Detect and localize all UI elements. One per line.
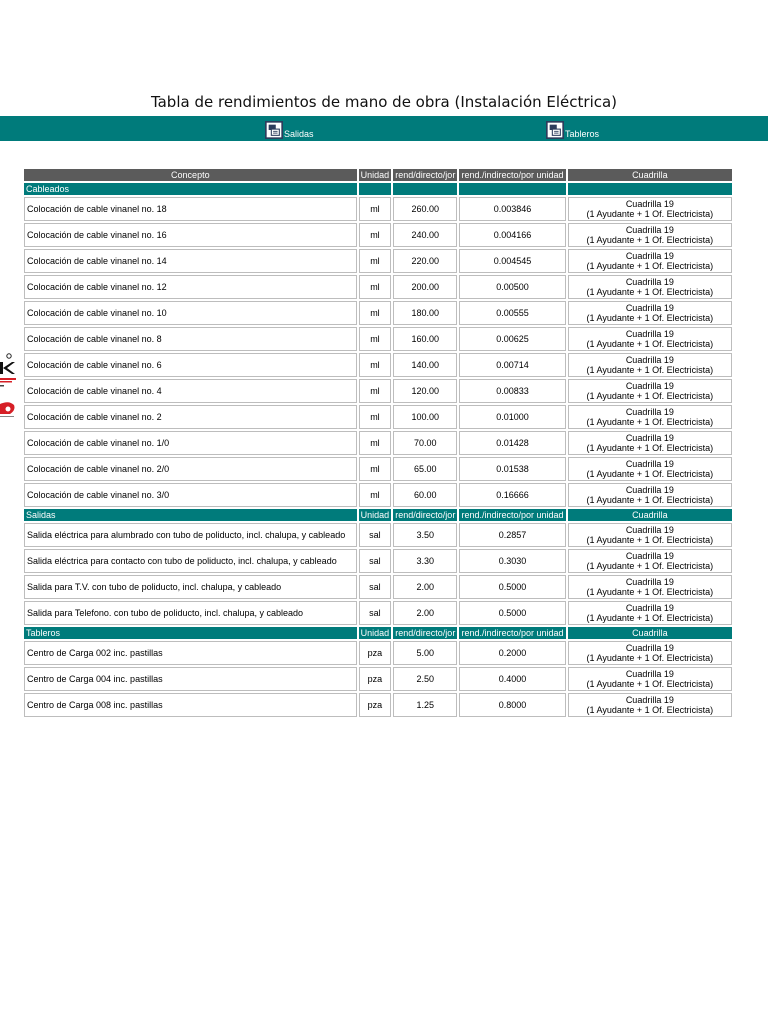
cell-rend-indirecto: 0.003846: [459, 197, 565, 221]
section-header-rend-directo: rend/directo/jor: [393, 627, 457, 639]
cuadrilla-name: Cuadrilla 19: [625, 669, 674, 679]
section-header-unidad: Unidad: [359, 509, 392, 521]
cuadrilla-name: Cuadrilla 19: [625, 303, 674, 313]
cell-unidad: ml: [359, 457, 392, 481]
table-row: [24, 301, 732, 325]
header-concepto: Concepto: [24, 169, 357, 181]
cell-unidad: ml: [359, 249, 392, 273]
cell-unidad: pza: [359, 667, 392, 691]
cell-concepto: Centro de Carga 004 inc. pastillas: [24, 667, 357, 691]
table-row: [24, 457, 732, 481]
cell-rend-directo: 5.00: [393, 641, 457, 665]
table-row: [24, 379, 732, 403]
cuadrilla-composition: (1 Ayudante + 1 Of. Electricista): [586, 287, 714, 297]
advertisement-logo: [0, 352, 18, 420]
document-folder-icon: [546, 121, 564, 139]
cell-unidad: ml: [359, 301, 392, 325]
cell-concepto: Centro de Carga 008 inc. pastillas: [24, 693, 357, 717]
cell-cuadrilla: [568, 405, 732, 429]
cuadrilla-composition: (1 Ayudante + 1 Of. Electricista): [586, 235, 714, 245]
nav-bar: [0, 116, 768, 141]
cell-cuadrilla: [568, 693, 732, 717]
table-row: [24, 667, 732, 691]
section-header-unidad: [359, 183, 392, 195]
cell-rend-directo: 260.00: [393, 197, 457, 221]
cuadrilla-name: Cuadrilla 19: [625, 603, 674, 613]
cuadrilla-composition: (1 Ayudante + 1 Of. Electricista): [586, 679, 714, 689]
cell-unidad: sal: [359, 549, 392, 573]
cell-rend-directo: 220.00: [393, 249, 457, 273]
table-row: [24, 223, 732, 247]
cell-concepto: Colocación de cable vinanel no. 8: [24, 327, 357, 351]
cell-concepto: Colocación de cable vinanel no. 16: [24, 223, 357, 247]
cell-rend-indirecto: 0.8000: [459, 693, 565, 717]
cell-rend-indirecto: 0.004545: [459, 249, 565, 273]
cell-rend-directo: 70.00: [393, 431, 457, 455]
cell-cuadrilla: [568, 223, 732, 247]
cuadrilla-composition: (1 Ayudante + 1 Of. Electricista): [586, 705, 714, 715]
cuadrilla-name: Cuadrilla 19: [625, 381, 674, 391]
section-header-rend-directo: [393, 183, 457, 195]
cell-concepto: Colocación de cable vinanel no. 3/0: [24, 483, 357, 507]
cuadrilla-name: Cuadrilla 19: [625, 577, 674, 587]
table-row: [24, 641, 732, 665]
cuadrilla-composition: (1 Ayudante + 1 Of. Electricista): [586, 261, 714, 271]
cuadrilla-name: Cuadrilla 19: [625, 459, 674, 469]
cell-cuadrilla: [568, 197, 732, 221]
nav-link-label: Tableros: [565, 129, 600, 139]
cell-unidad: sal: [359, 523, 392, 547]
table-row: [24, 405, 732, 429]
cell-concepto: Colocación de cable vinanel no. 4: [24, 379, 357, 403]
cell-cuadrilla: [568, 667, 732, 691]
cuadrilla-composition: (1 Ayudante + 1 Of. Electricista): [586, 209, 714, 219]
cuadrilla-composition: (1 Ayudante + 1 Of. Electricista): [586, 653, 714, 663]
cell-rend-indirecto: 0.01538: [459, 457, 565, 481]
cell-cuadrilla: [568, 431, 732, 455]
table-row: [24, 693, 732, 717]
cell-rend-directo: 2.50: [393, 667, 457, 691]
cell-rend-indirecto: 0.4000: [459, 667, 565, 691]
cell-concepto: Centro de Carga 002 inc. pastillas: [24, 641, 357, 665]
cell-rend-directo: 3.30: [393, 549, 457, 573]
cuadrilla-composition: (1 Ayudante + 1 Of. Electricista): [586, 535, 714, 545]
cell-concepto: Salida eléctrica para contacto con tubo de poliducto, incl. chalupa, y cableado: [24, 549, 357, 573]
cell-rend-indirecto: 0.00714: [459, 353, 565, 377]
cell-cuadrilla: [568, 249, 732, 273]
cuadrilla-name: Cuadrilla 19: [625, 199, 674, 209]
cell-concepto: Colocación de cable vinanel no. 10: [24, 301, 357, 325]
cell-concepto: Salida para T.V. con tubo de poliducto, incl. chalupa, y cableado: [24, 575, 357, 599]
cuadrilla-name: Cuadrilla 19: [625, 251, 674, 261]
cuadrilla-name: Cuadrilla 19: [625, 407, 674, 417]
section-title: Tableros: [24, 627, 357, 639]
cuadrilla-composition: (1 Ayudante + 1 Of. Electricista): [586, 339, 714, 349]
cell-cuadrilla: [568, 523, 732, 547]
cell-concepto: Colocación de cable vinanel no. 2/0: [24, 457, 357, 481]
cell-rend-directo: 180.00: [393, 301, 457, 325]
cell-rend-directo: 140.00: [393, 353, 457, 377]
cell-concepto: Colocación de cable vinanel no. 14: [24, 249, 357, 273]
cell-unidad: ml: [359, 197, 392, 221]
table-row: [24, 575, 732, 599]
cell-rend-indirecto: 0.2000: [459, 641, 565, 665]
cell-concepto: Colocación de cable vinanel no. 2: [24, 405, 357, 429]
cuadrilla-composition: (1 Ayudante + 1 Of. Electricista): [586, 613, 714, 623]
table-row: [24, 523, 732, 547]
section-row: [24, 183, 732, 195]
table-row: [24, 549, 732, 573]
cuadrilla-name: Cuadrilla 19: [625, 433, 674, 443]
cuadrilla-composition: (1 Ayudante + 1 Of. Electricista): [586, 561, 714, 571]
cell-unidad: sal: [359, 601, 392, 625]
cuadrilla-name: Cuadrilla 19: [625, 485, 674, 495]
cell-rend-directo: 160.00: [393, 327, 457, 351]
cell-cuadrilla: [568, 301, 732, 325]
cuadrilla-name: Cuadrilla 19: [625, 643, 674, 653]
cell-rend-indirecto: 0.00625: [459, 327, 565, 351]
cell-rend-directo: 60.00: [393, 483, 457, 507]
header-cuadrilla: Cuadrilla: [568, 169, 732, 181]
cuadrilla-composition: (1 Ayudante + 1 Of. Electricista): [586, 313, 714, 323]
cell-cuadrilla: [568, 575, 732, 599]
cuadrilla-composition: (1 Ayudante + 1 Of. Electricista): [586, 495, 714, 505]
cell-rend-directo: 65.00: [393, 457, 457, 481]
cuadrilla-name: Cuadrilla 19: [625, 695, 674, 705]
cell-rend-directo: 2.00: [393, 575, 457, 599]
rendimientos-table: [22, 167, 734, 719]
cell-concepto: Colocación de cable vinanel no. 12: [24, 275, 357, 299]
section-title: Cableados: [24, 183, 357, 195]
cell-rend-indirecto: 0.00833: [459, 379, 565, 403]
cell-rend-indirecto: 0.00555: [459, 301, 565, 325]
cell-concepto: Salida eléctrica para alumbrado con tubo de poliducto, incl. chalupa, y cableado: [24, 523, 357, 547]
table-row: [24, 601, 732, 625]
cell-unidad: ml: [359, 405, 392, 429]
cell-concepto: Colocación de cable vinanel no. 18: [24, 197, 357, 221]
cell-cuadrilla: [568, 641, 732, 665]
cell-concepto: Colocación de cable vinanel no. 1/0: [24, 431, 357, 455]
cell-unidad: ml: [359, 483, 392, 507]
cuadrilla-name: Cuadrilla 19: [625, 525, 674, 535]
cell-rend-indirecto: 0.5000: [459, 575, 565, 599]
cell-cuadrilla: [568, 549, 732, 573]
table-body: [24, 169, 732, 717]
cuadrilla-composition: (1 Ayudante + 1 Of. Electricista): [586, 587, 714, 597]
cell-rend-directo: 2.00: [393, 601, 457, 625]
cell-concepto: Colocación de cable vinanel no. 6: [24, 353, 357, 377]
section-header-rend-indirecto: rend./indirecto/por unidad: [459, 509, 565, 521]
cuadrilla-name: Cuadrilla 19: [625, 329, 674, 339]
cell-rend-indirecto: 0.01000: [459, 405, 565, 429]
section-header-rend-indirecto: [459, 183, 565, 195]
table-row: [24, 249, 732, 273]
table-row: [24, 483, 732, 507]
cell-unidad: ml: [359, 431, 392, 455]
cell-unidad: ml: [359, 223, 392, 247]
cell-cuadrilla: [568, 483, 732, 507]
cell-unidad: ml: [359, 327, 392, 351]
section-header-cuadrilla: Cuadrilla: [568, 627, 732, 639]
cell-unidad: ml: [359, 353, 392, 377]
cell-rend-directo: 3.50: [393, 523, 457, 547]
table-row: [24, 275, 732, 299]
cell-cuadrilla: [568, 327, 732, 351]
table-header-row: [24, 169, 732, 181]
section-header-cuadrilla: Cuadrilla: [568, 509, 732, 521]
cell-cuadrilla: [568, 353, 732, 377]
cell-cuadrilla: [568, 457, 732, 481]
cell-rend-indirecto: 0.004166: [459, 223, 565, 247]
section-title: Salidas: [24, 509, 357, 521]
cell-rend-indirecto: 0.2857: [459, 523, 565, 547]
cuadrilla-name: Cuadrilla 19: [625, 225, 674, 235]
cuadrilla-name: Cuadrilla 19: [625, 277, 674, 287]
header-rend-indirecto: rend./indirecto/por unidad: [459, 169, 565, 181]
table-row: [24, 431, 732, 455]
cell-unidad: pza: [359, 641, 392, 665]
cuadrilla-composition: (1 Ayudante + 1 Of. Electricista): [586, 469, 714, 479]
cell-unidad: pza: [359, 693, 392, 717]
cuadrilla-name: Cuadrilla 19: [625, 551, 674, 561]
nav-link-label: Salidas: [284, 129, 314, 139]
cell-rend-indirecto: 0.3030: [459, 549, 565, 573]
cuadrilla-composition: (1 Ayudante + 1 Of. Electricista): [586, 391, 714, 401]
cuadrilla-composition: (1 Ayudante + 1 Of. Electricista): [586, 417, 714, 427]
cell-rend-directo: 100.00: [393, 405, 457, 429]
cell-rend-directo: 1.25: [393, 693, 457, 717]
cell-cuadrilla: [568, 379, 732, 403]
cell-concepto: Salida para Telefono. con tubo de poliducto, incl. chalupa, y cableado: [24, 601, 357, 625]
document-folder-icon: [265, 121, 283, 139]
section-header-rend-directo: rend/directo/jor: [393, 509, 457, 521]
cell-unidad: sal: [359, 575, 392, 599]
cell-unidad: ml: [359, 379, 392, 403]
section-row: [24, 509, 732, 521]
table-row: [24, 197, 732, 221]
cell-rend-indirecto: 0.00500: [459, 275, 565, 299]
cell-rend-directo: 200.00: [393, 275, 457, 299]
section-header-unidad: Unidad: [359, 627, 392, 639]
cell-cuadrilla: [568, 275, 732, 299]
table-row: [24, 353, 732, 377]
section-row: [24, 627, 732, 639]
cuadrilla-composition: (1 Ayudante + 1 Of. Electricista): [586, 443, 714, 453]
header-rend-directo: rend/directo/jor: [393, 169, 457, 181]
cell-rend-indirecto: 0.16666: [459, 483, 565, 507]
section-header-rend-indirecto: rend./indirecto/por unidad: [459, 627, 565, 639]
nav-link-tableros[interactable]: [546, 119, 599, 139]
page-title: Tabla de rendimientos de mano de obra (Instalación Eléctrica): [150, 93, 618, 111]
header-unidad: Unidad: [359, 169, 392, 181]
table-row: [24, 327, 732, 351]
cell-rend-indirecto: 0.5000: [459, 601, 565, 625]
cell-rend-directo: 240.00: [393, 223, 457, 247]
cuadrilla-name: Cuadrilla 19: [625, 355, 674, 365]
cuadrilla-composition: (1 Ayudante + 1 Of. Electricista): [586, 365, 714, 375]
cell-cuadrilla: [568, 601, 732, 625]
cell-unidad: ml: [359, 275, 392, 299]
section-header-cuadrilla: [568, 183, 732, 195]
cell-rend-indirecto: 0.01428: [459, 431, 565, 455]
cell-rend-directo: 120.00: [393, 379, 457, 403]
nav-link-salidas[interactable]: [265, 119, 314, 139]
